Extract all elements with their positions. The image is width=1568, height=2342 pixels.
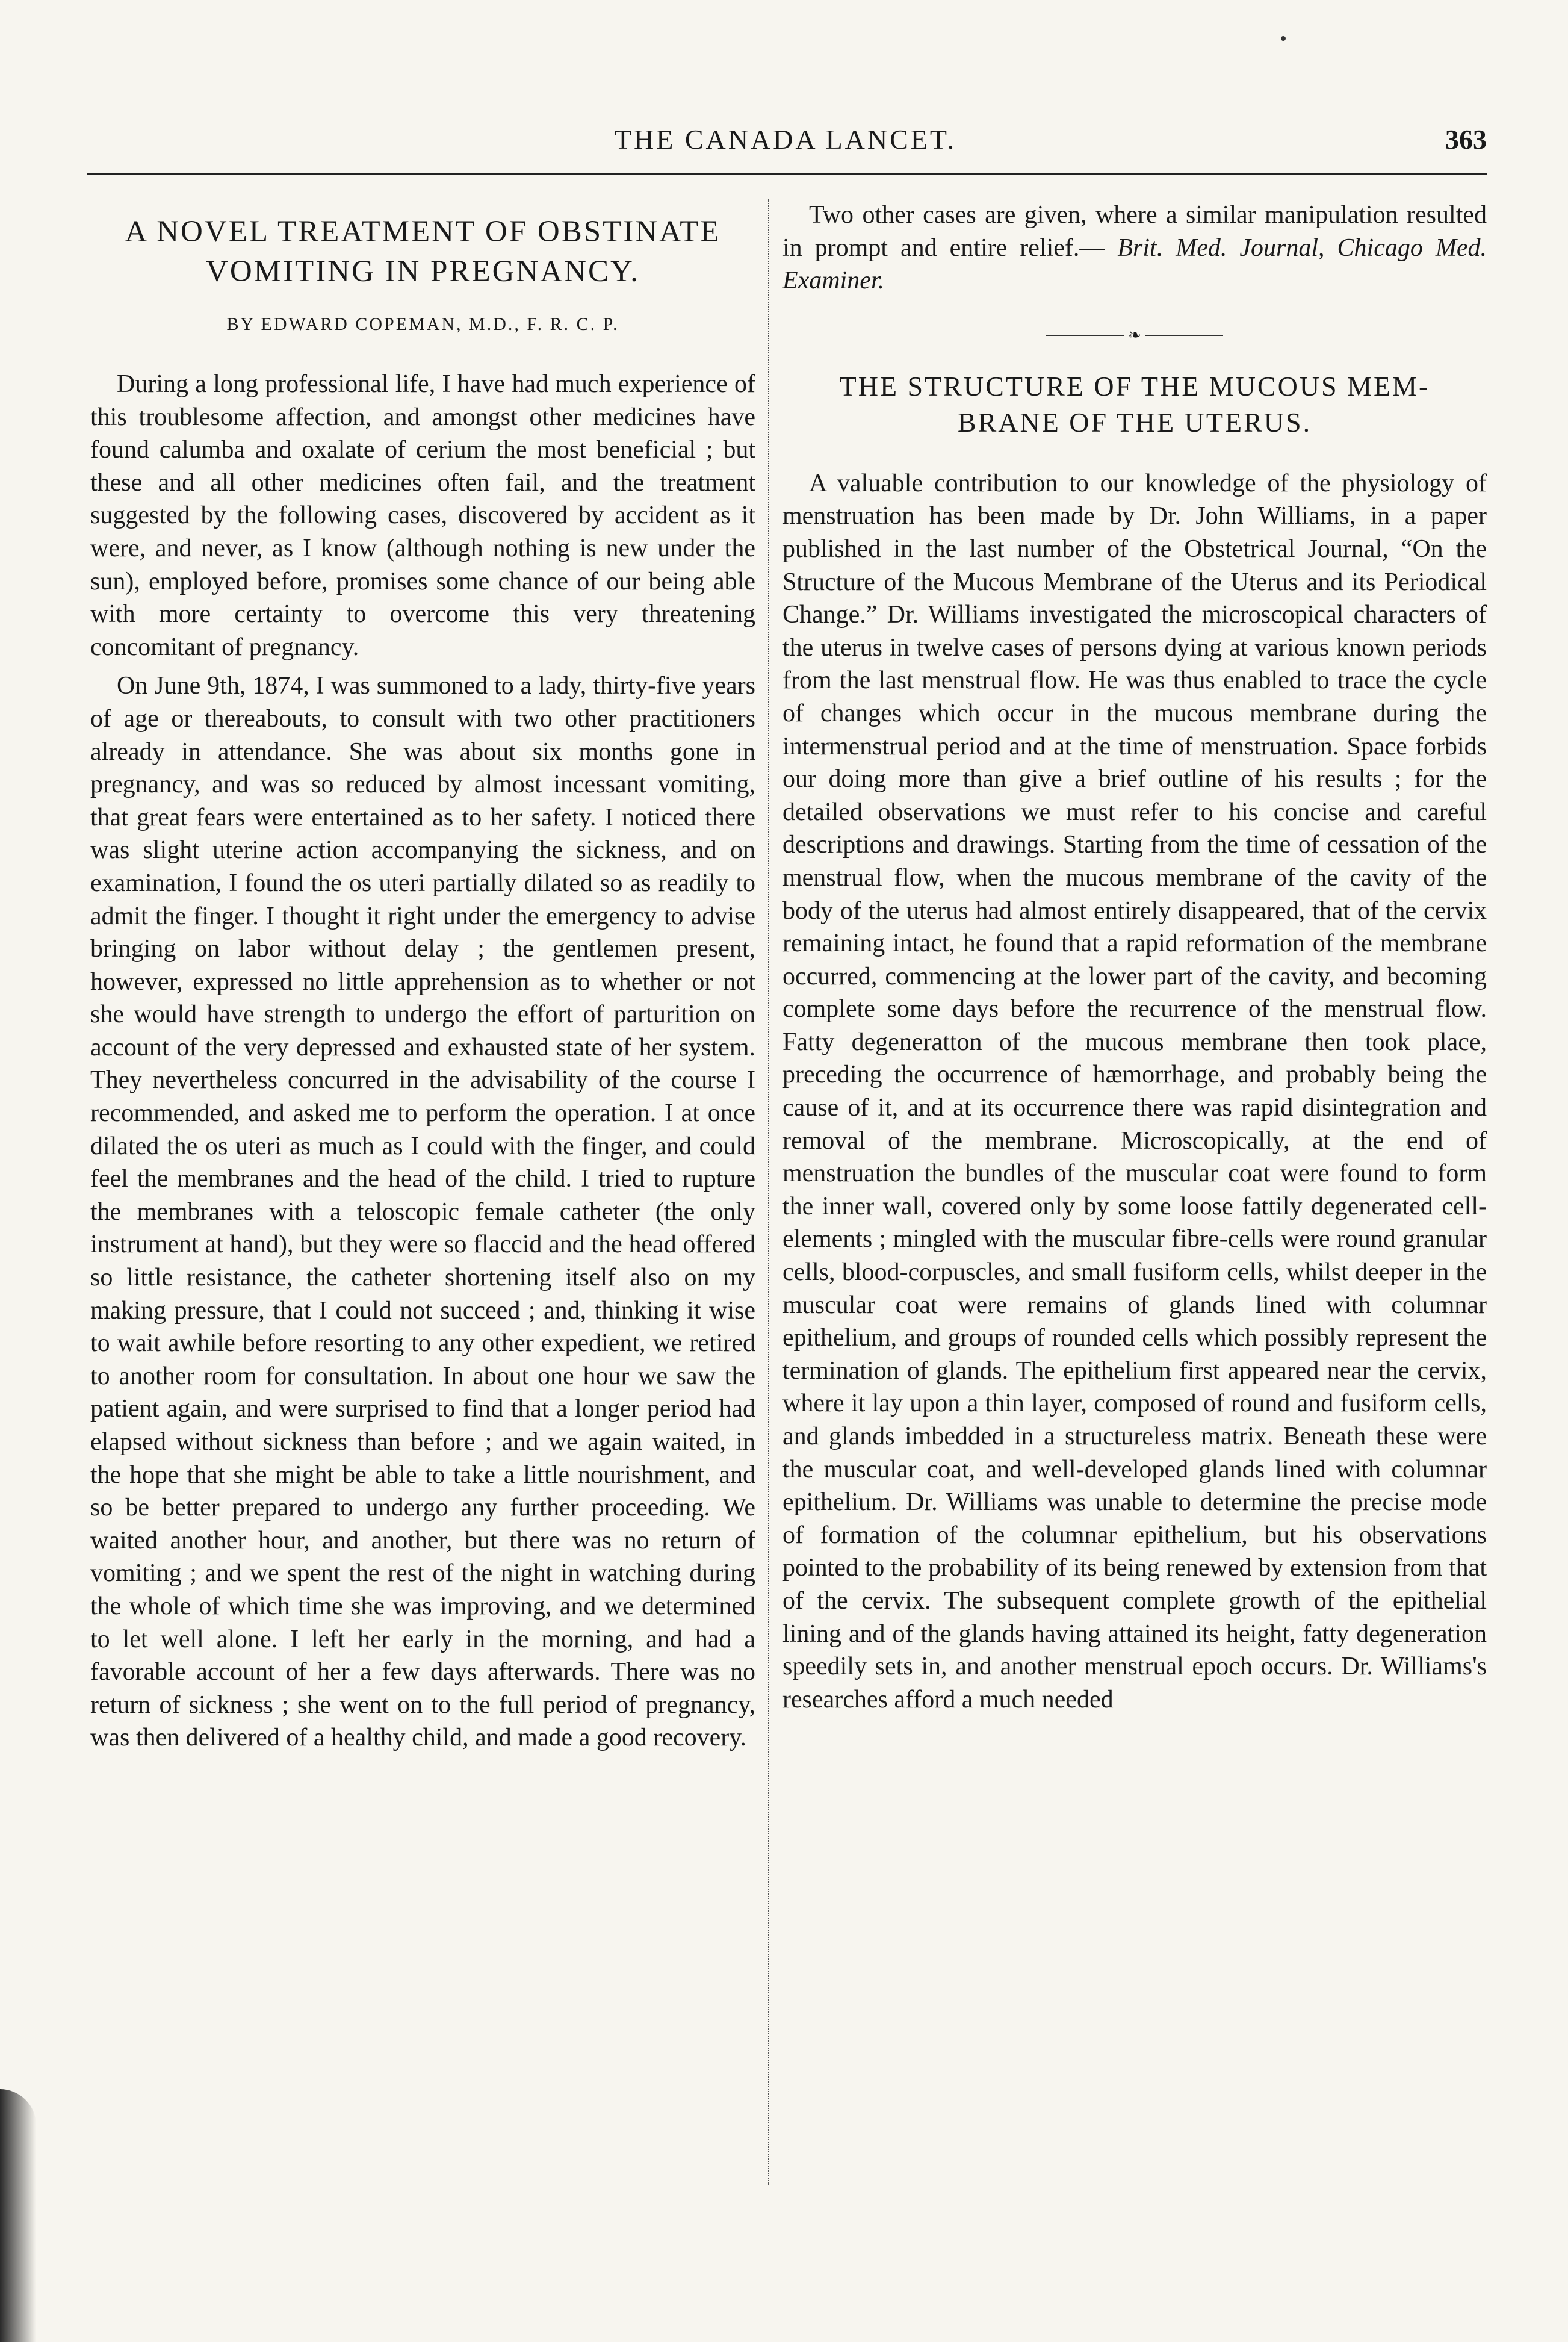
section-title-line1: THE STRUCTURE OF THE MUCOUS MEM- — [839, 370, 1430, 402]
running-title: THE CANADA LANCET. — [614, 124, 957, 155]
byline: BY EDWARD COPEMAN, M.D., F. R. C. P. — [226, 314, 619, 334]
body-paragraph: On June 9th, 1874, I was summoned to a lady, thirty-five years of age or thereabouts, to consult with two other practitioners already in attendance. She was about six months gone in pregnancy, and was so reduced by almost incessant vomiting, that great fears were entertained as to her safety. I noticed there was slight uterine action accompanying the sickness, and on examination, I found the os uteri partially dilated so as readily to admit the finger. I thought it right under the emergency to advise bringing on labor without delay ; the gentlemen present, however, expressed no little apprehension as to whether or not she would have strength to undergo the effort of parturition on account of the very depressed and exhausted state of her system. They nevertheless concurred in the advisability of the course I recommended, and asked me to perform the operation. I at once dilated the os uteri as much as I could with the finger, and could feel the membranes and the head of the child. I tried to rupture the membranes with a teloscopic female catheter (the only instrument at hand), but they were so flaccid and the head offered so little resistance, the catheter shortening itself also on my making pressure, that I could not succeed ; and, thinking it wise to wait awhile before resorting to any other expedient, we retired to another room for consultation. In about one hour we saw the patient again, and were surprised to find that a longer period had elapsed without sickness than before ; and we again waited, in the hope that she might be able to take a little nourishment, and so be better prepared to undergo any further proceeding. We waited another hour, and another, but there was no return of vomiting ; and we spent the rest of the night in watching during the whole of which time she was improving, and we determined to let well alone. I left her early in the morning, and had a favorable account of her a few days afterwards. There was no return of sickness ; she went on to the full period of pregnancy, was then delivered of a healthy child, and made a good recovery. — [90, 672, 755, 1752]
page-number: 363 — [1445, 124, 1487, 155]
running-head — [84, 123, 1487, 166]
right-column — [782, 199, 1487, 1722]
section-title-line2: BRANE OF THE UTERUS. — [957, 406, 1312, 438]
section-title — [782, 368, 1487, 441]
body-paragraph: A valuable contribution to our knowledge of the physiology of menstruation has been made by Dr. John Williams, in a paper published in the last number of the Obstetrical Journal, “On the Structure of the Mucous Membrane of the Uterus and its Periodical Change.” Dr. Williams investigated the microscopical characters of the uterus in twelve cases of persons dying at various known periods from the last menstrual flow. He was thus enabled to trace the cycle of changes which occur in the mucous membrane during the intermenstrual period and at the time of menstruation. Space forbids our doing more than give a brief outline of his results ; for the detailed observations we must refer to his concise and careful descriptions and drawings. Starting from the time of cessation of the menstrual flow, when the mucous membrane of the cavity of the body of the uterus had almost entirely disappeared, that of the cervix remaining intact, he found that a rapid reformation of the membrane occurred, commencing at the lower part of the cavity, and becoming complete some days before the recurrence of the menstrual flow. Fatty degeneratton of the mucous membrane then took place, preceding the occurrence of hæmorrhage, and probably being the cause of it, and at its occurrence there was rapid disintegration and removal of the membrane. Microscopically, at the end of menstruation the bundles of the muscular coat were found to form the inner wall, covered only by some loose fattily degenerated cell-elements ; mingled with the muscular fibre-cells were round granular cells, blood-corpuscles, and small fusiform cells, whilst deeper in the muscular coat were remains of glands lined with columnar epithelium, and groups of rounded cells which possibly represent the termination of glands. The epithelium first appeared near the cervix, where it lay upon a thin layer, composed of round and fusiform cells, and glands imbedded in a structureless matrix. Beneath these were the muscular coat, and well-developed glands lined with columnar epithelium. Dr. Williams was unable to determine the precise mode of formation of the columnar epithelium, but his observations pointed to the probability of its being renewed by extension from that of the cervix. The subsequent complete growth of the epithelial lining and of the glands having attained its height, fatty degeneration speedily sets in, and another menstrual epoch occurs. Dr. Williams's researches afford a much needed — [782, 469, 1487, 1713]
section-ornament — [782, 326, 1487, 344]
excerpt-text: Two other cases are given, where a similar manipulation resulted in prompt and entire relief.— — [782, 201, 1487, 262]
ink-speck — [1281, 36, 1286, 41]
excerpt-ending — [782, 199, 1487, 297]
body-paragraph: During a long professional life, I have had much experience of this troublesome affection, and amongst other medicines have found calumba and oxalate of cerium the most beneficial ; but these and all other medicines often fail, and the treatment suggested by the following cases, discovered by accident as it were, and never, as I know (although nothing is new under the sun), employed before, promises some chance of our being able with more certainty to overcome this very threatening concomitant of pregnancy. — [90, 370, 755, 661]
article-title — [90, 212, 755, 291]
article-title-line2: VOMITING IN PREGNANCY. — [206, 255, 640, 288]
column-divider — [768, 199, 769, 2185]
ornament-line-right — [1145, 335, 1223, 336]
ornament-flourish-icon: ❧ — [1128, 326, 1141, 344]
excerpt-citation: Brit. Med. Journal, Chicago Med. Examiner. — [782, 234, 1487, 295]
page-edge-shadow — [0, 2089, 36, 2342]
header-rule — [87, 173, 1487, 179]
article-title-line1: A NOVEL TREATMENT OF OBSTINATE — [125, 215, 721, 249]
left-column — [90, 199, 755, 1760]
ornament-line-left — [1046, 335, 1124, 336]
